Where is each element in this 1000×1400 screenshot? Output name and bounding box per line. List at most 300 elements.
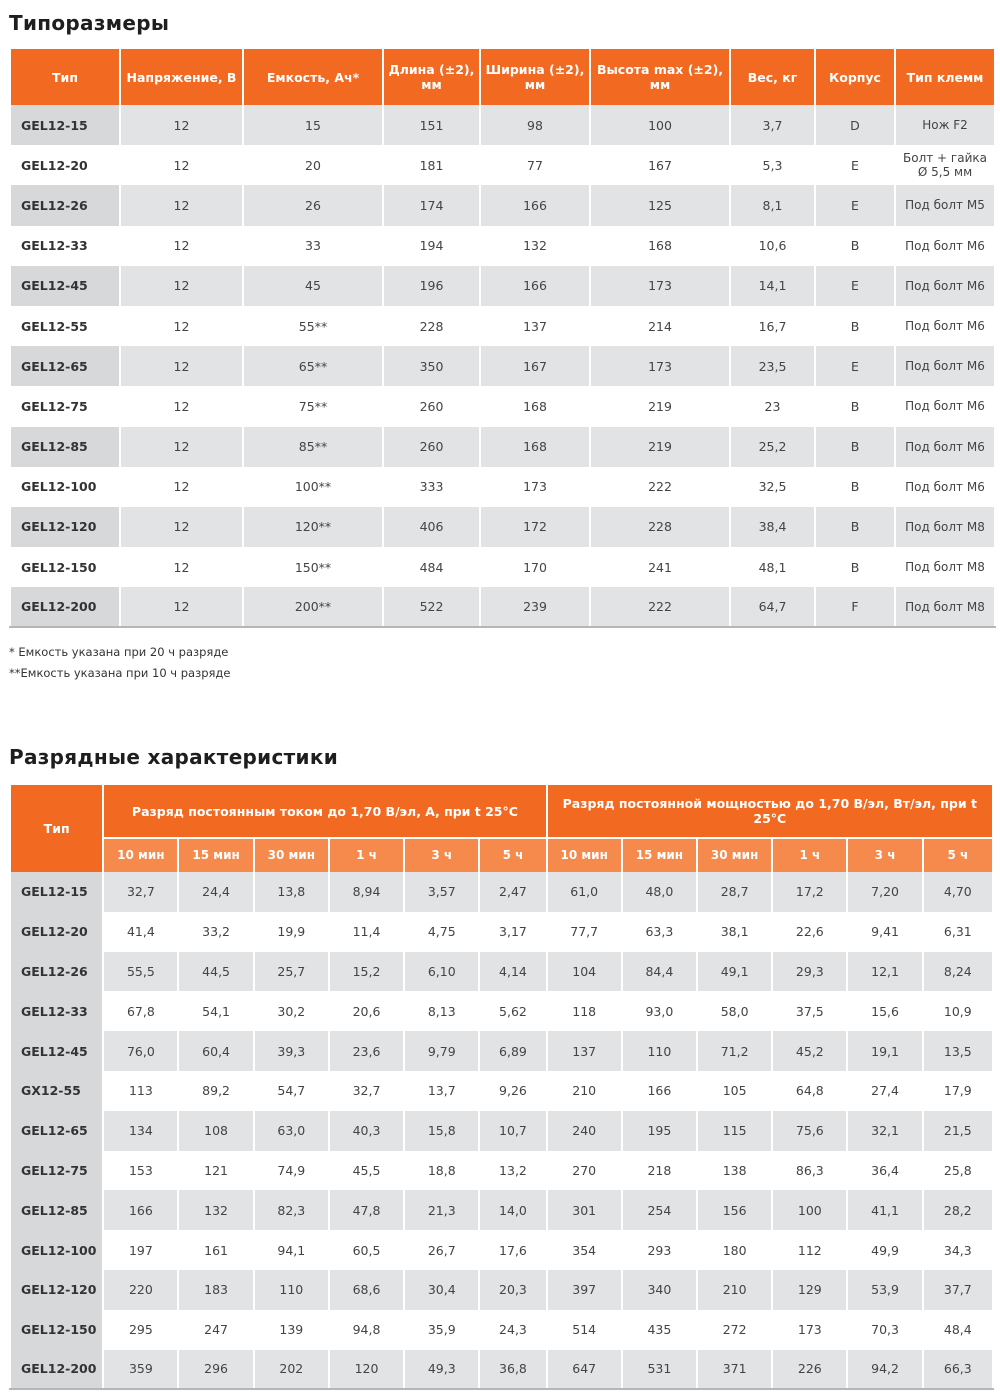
table-cell: 18,8 (404, 1151, 479, 1191)
table-cell: 100 (772, 1190, 847, 1230)
table-cell: 21,5 (923, 1111, 993, 1151)
table-cell: 20,6 (329, 991, 404, 1031)
discharge-time-header: 5 ч (923, 838, 993, 872)
table-cell: 6,89 (479, 1031, 546, 1071)
table-cell: 270 (547, 1151, 622, 1191)
table-cell: 12 (120, 105, 243, 145)
table-cell: 93,0 (622, 991, 697, 1031)
table-cell: 14,0 (479, 1190, 546, 1230)
table-cell: 12 (120, 346, 243, 386)
table-cell: 110 (622, 1031, 697, 1071)
battery-type-cell: GEL12-26 (10, 952, 103, 992)
table-cell: 222 (590, 467, 730, 507)
table-cell: 5,62 (479, 991, 546, 1031)
table-cell: 12 (120, 427, 243, 467)
table-cell: Под болт M8 (895, 547, 995, 587)
table-cell: 129 (772, 1270, 847, 1310)
table-cell: Под болт M6 (895, 386, 995, 426)
table-cell: 94,1 (254, 1230, 329, 1270)
table-cell: 8,13 (404, 991, 479, 1031)
table-cell: 173 (480, 467, 590, 507)
sizes-header-row (10, 49, 995, 105)
sizes-header-cell: Ширина (±2), мм (480, 49, 590, 105)
table-row (10, 1350, 993, 1390)
table-cell: 15,2 (329, 952, 404, 992)
table-cell: B (815, 306, 895, 346)
table-cell: 484 (383, 547, 480, 587)
table-cell: E (815, 346, 895, 386)
table-cell: 64,8 (772, 1071, 847, 1111)
table-cell: Под болт M6 (895, 226, 995, 266)
table-cell: 8,1 (730, 185, 815, 225)
table-cell: 12 (120, 226, 243, 266)
table-cell: 296 (178, 1350, 253, 1390)
table-cell: 44,5 (178, 952, 253, 992)
table-cell: 15,6 (847, 991, 922, 1031)
table-cell: 12 (120, 467, 243, 507)
table-cell: 63,3 (622, 912, 697, 952)
table-cell: 293 (622, 1230, 697, 1270)
table-cell: 196 (383, 266, 480, 306)
table-cell: 161 (178, 1230, 253, 1270)
battery-type-cell: GEL12-65 (10, 346, 120, 386)
table-cell: 4,75 (404, 912, 479, 952)
footnote-20h: * Емкость указана при 20 ч разряде (9, 645, 229, 659)
current-discharge-header: Разряд постоянным током до 1,70 В/эл, А, при t 25°C (103, 785, 546, 838)
table-row (10, 1151, 993, 1191)
battery-type-cell: GEL12-100 (10, 467, 120, 507)
table-cell: 32,7 (103, 872, 178, 912)
table-cell: 54,1 (178, 991, 253, 1031)
battery-type-cell: GEL12-26 (10, 185, 120, 225)
table-row (10, 912, 993, 952)
discharge-time-header: 1 ч (329, 838, 404, 872)
table-cell: E (815, 145, 895, 185)
table-cell: 247 (178, 1310, 253, 1350)
sizes-header-cell: Тип (10, 49, 120, 105)
table-cell: 48,0 (622, 872, 697, 912)
table-row (10, 1190, 993, 1230)
table-cell: 54,7 (254, 1071, 329, 1111)
table-cell: 170 (480, 547, 590, 587)
table-cell: 514 (547, 1310, 622, 1350)
table-cell: 214 (590, 306, 730, 346)
battery-type-cell: GEL12-100 (10, 1230, 103, 1270)
table-cell: 32,5 (730, 467, 815, 507)
table-cell: B (815, 547, 895, 587)
table-cell: 23 (730, 386, 815, 426)
table-cell: 137 (547, 1031, 622, 1071)
sizes-section-title: Типоразмеры (9, 11, 170, 35)
table-cell: 168 (480, 386, 590, 426)
table-cell: 25,7 (254, 952, 329, 992)
table-cell: 397 (547, 1270, 622, 1310)
table-cell: 14,1 (730, 266, 815, 306)
table-cell: B (815, 386, 895, 426)
table-row (10, 1031, 993, 1071)
table-cell: 156 (697, 1190, 772, 1230)
discharge-time-header: 1 ч (772, 838, 847, 872)
battery-type-cell: GX12-55 (10, 1071, 103, 1111)
discharge-subheader-row (10, 838, 993, 872)
battery-type-cell: GEL12-65 (10, 1111, 103, 1151)
table-cell: 220 (103, 1270, 178, 1310)
table-cell: 13,2 (479, 1151, 546, 1191)
battery-type-cell: GEL12-33 (10, 991, 103, 1031)
table-cell: 113 (103, 1071, 178, 1111)
table-cell: 340 (622, 1270, 697, 1310)
table-cell: 75,6 (772, 1111, 847, 1151)
table-cell: 12 (120, 587, 243, 627)
table-cell: 33 (243, 226, 383, 266)
battery-type-cell: GEL12-120 (10, 507, 120, 547)
table-cell: 166 (480, 185, 590, 225)
table-cell: 240 (547, 1111, 622, 1151)
table-cell: 23,6 (329, 1031, 404, 1071)
sizes-header-cell: Тип клемм (895, 49, 995, 105)
table-cell: 68,6 (329, 1270, 404, 1310)
discharge-table (9, 785, 994, 1390)
table-cell: 522 (383, 587, 480, 627)
sizes-table (9, 49, 996, 628)
table-cell: 4,14 (479, 952, 546, 992)
table-cell: 49,9 (847, 1230, 922, 1270)
battery-type-cell: GEL12-85 (10, 1190, 103, 1230)
table-cell: 76,0 (103, 1031, 178, 1071)
table-cell: 180 (697, 1230, 772, 1270)
discharge-time-header: 5 ч (479, 838, 546, 872)
table-cell: 17,9 (923, 1071, 993, 1111)
table-cell: 226 (772, 1350, 847, 1390)
table-cell: 272 (697, 1310, 772, 1350)
table-cell: 3,57 (404, 872, 479, 912)
table-cell: 222 (590, 587, 730, 627)
table-cell: 118 (547, 991, 622, 1031)
table-cell: 98 (480, 105, 590, 145)
table-cell: B (815, 427, 895, 467)
table-cell: 65** (243, 346, 383, 386)
table-cell: 166 (480, 266, 590, 306)
table-row (10, 991, 993, 1031)
table-cell: 26,7 (404, 1230, 479, 1270)
battery-type-cell: GEL12-15 (10, 105, 120, 145)
table-cell: 354 (547, 1230, 622, 1270)
table-cell: 13,8 (254, 872, 329, 912)
battery-type-cell: GEL12-33 (10, 226, 120, 266)
table-row (10, 587, 995, 627)
table-cell: 219 (590, 386, 730, 426)
table-cell: 36,8 (479, 1350, 546, 1390)
table-cell: 45 (243, 266, 383, 306)
table-cell: 64,7 (730, 587, 815, 627)
table-cell: 33,2 (178, 912, 253, 952)
table-cell: 6,31 (923, 912, 993, 952)
table-cell: 104 (547, 952, 622, 992)
table-cell: 41,1 (847, 1190, 922, 1230)
table-cell: 86,3 (772, 1151, 847, 1191)
table-cell: 3,17 (479, 912, 546, 952)
table-cell: 34,3 (923, 1230, 993, 1270)
table-row (10, 547, 995, 587)
table-cell: 301 (547, 1190, 622, 1230)
table-cell: 74,9 (254, 1151, 329, 1191)
battery-type-cell: GEL12-85 (10, 427, 120, 467)
battery-type-cell: GEL12-200 (10, 1350, 103, 1390)
table-cell: 173 (772, 1310, 847, 1350)
sizes-header-cell: Напряжение, В (120, 49, 243, 105)
discharge-time-header: 10 мин (547, 838, 622, 872)
table-cell: 168 (590, 226, 730, 266)
discharge-group-header-row (10, 785, 993, 838)
sizes-header-cell: Вес, кг (730, 49, 815, 105)
table-cell: 12 (120, 266, 243, 306)
table-cell: 37,5 (772, 991, 847, 1031)
table-cell: 67,8 (103, 991, 178, 1031)
table-cell: 58,0 (697, 991, 772, 1031)
table-cell: 112 (772, 1230, 847, 1270)
table-cell: 105 (697, 1071, 772, 1111)
table-cell: 139 (254, 1310, 329, 1350)
table-cell: 28,2 (923, 1190, 993, 1230)
table-cell: 359 (103, 1350, 178, 1390)
table-cell: 63,0 (254, 1111, 329, 1151)
table-cell: 29,3 (772, 952, 847, 992)
table-cell: Под болт M8 (895, 507, 995, 547)
table-cell: 120** (243, 507, 383, 547)
table-cell: Под болт M6 (895, 306, 995, 346)
table-cell: 60,5 (329, 1230, 404, 1270)
table-cell: 12 (120, 185, 243, 225)
table-cell: 12 (120, 145, 243, 185)
table-cell: 2,47 (479, 872, 546, 912)
table-cell: 173 (590, 346, 730, 386)
table-cell: D (815, 105, 895, 145)
table-cell: 17,2 (772, 872, 847, 912)
table-cell: 260 (383, 386, 480, 426)
table-cell: 21,3 (404, 1190, 479, 1230)
table-row (10, 1310, 993, 1350)
table-cell: 7,20 (847, 872, 922, 912)
table-cell: B (815, 467, 895, 507)
discharge-time-header: 30 мин (697, 838, 772, 872)
table-cell: 166 (622, 1071, 697, 1111)
table-cell: 167 (590, 145, 730, 185)
battery-type-cell: GEL12-55 (10, 306, 120, 346)
table-cell: 153 (103, 1151, 178, 1191)
table-cell: 49,3 (404, 1350, 479, 1390)
table-cell: 61,0 (547, 872, 622, 912)
table-cell: 60,4 (178, 1031, 253, 1071)
discharge-time-header: 3 ч (404, 838, 479, 872)
table-cell: 197 (103, 1230, 178, 1270)
table-row (10, 1270, 993, 1310)
table-cell: 10,6 (730, 226, 815, 266)
table-cell: 125 (590, 185, 730, 225)
table-cell: 132 (480, 226, 590, 266)
table-cell: 19,9 (254, 912, 329, 952)
table-cell: 13,5 (923, 1031, 993, 1071)
table-cell: 36,4 (847, 1151, 922, 1191)
table-cell: 121 (178, 1151, 253, 1191)
table-cell: 110 (254, 1270, 329, 1310)
table-cell: 15,8 (404, 1111, 479, 1151)
table-row (10, 872, 993, 912)
table-cell: 45,5 (329, 1151, 404, 1191)
table-cell: 100** (243, 467, 383, 507)
table-cell: 38,4 (730, 507, 815, 547)
table-cell: 218 (622, 1151, 697, 1191)
table-cell: 108 (178, 1111, 253, 1151)
table-cell: 173 (590, 266, 730, 306)
battery-type-cell: GEL12-75 (10, 386, 120, 426)
table-cell: 66,3 (923, 1350, 993, 1390)
sizes-header-cell: Длина (±2), мм (383, 49, 480, 105)
table-cell: 120 (329, 1350, 404, 1390)
table-cell: 12 (120, 306, 243, 346)
table-row (10, 386, 995, 426)
table-row (10, 507, 995, 547)
discharge-section-title: Разрядные характеристики (9, 745, 339, 769)
battery-type-cell: GEL12-45 (10, 1031, 103, 1071)
table-row (10, 952, 993, 992)
table-cell: B (815, 507, 895, 547)
table-cell: 241 (590, 547, 730, 587)
table-row (10, 185, 995, 225)
battery-type-cell: GEL12-75 (10, 1151, 103, 1191)
table-cell: 24,3 (479, 1310, 546, 1350)
table-cell: 48,4 (923, 1310, 993, 1350)
table-cell: 228 (383, 306, 480, 346)
table-cell: 210 (697, 1270, 772, 1310)
table-cell: 11,4 (329, 912, 404, 952)
table-cell: 183 (178, 1270, 253, 1310)
table-cell: 20 (243, 145, 383, 185)
table-cell: 10,9 (923, 991, 993, 1031)
table-cell: 12 (120, 547, 243, 587)
table-cell: Под болт M5 (895, 185, 995, 225)
table-cell: 181 (383, 145, 480, 185)
table-cell: 8,94 (329, 872, 404, 912)
table-cell: 219 (590, 427, 730, 467)
table-row (10, 467, 995, 507)
sizes-header-cell: Емкость, Ач* (243, 49, 383, 105)
table-cell: E (815, 185, 895, 225)
discharge-type-header: Тип (10, 785, 103, 872)
table-cell: 77,7 (547, 912, 622, 952)
table-cell: 71,2 (697, 1031, 772, 1071)
table-cell: 167 (480, 346, 590, 386)
table-cell: 85** (243, 427, 383, 467)
table-cell: 22,6 (772, 912, 847, 952)
table-cell: Под болт M6 (895, 427, 995, 467)
table-cell: 435 (622, 1310, 697, 1350)
table-cell: 333 (383, 467, 480, 507)
table-cell: 134 (103, 1111, 178, 1151)
table-cell: 6,10 (404, 952, 479, 992)
discharge-time-header: 3 ч (847, 838, 922, 872)
table-cell: 53,9 (847, 1270, 922, 1310)
table-cell: 531 (622, 1350, 697, 1390)
table-cell: 295 (103, 1310, 178, 1350)
table-cell: 9,26 (479, 1071, 546, 1111)
table-row (10, 306, 995, 346)
table-cell: 32,7 (329, 1071, 404, 1111)
table-cell: 12 (120, 507, 243, 547)
battery-type-cell: GEL12-20 (10, 912, 103, 952)
table-cell: 150** (243, 547, 383, 587)
table-row (10, 346, 995, 386)
table-cell: 168 (480, 427, 590, 467)
table-cell: Под болт M6 (895, 266, 995, 306)
table-row (10, 145, 995, 185)
table-cell: 35,9 (404, 1310, 479, 1350)
sizes-header-cell: Высота max (±2), мм (590, 49, 730, 105)
table-cell: 19,1 (847, 1031, 922, 1071)
battery-type-cell: GEL12-45 (10, 266, 120, 306)
table-cell: 26 (243, 185, 383, 225)
battery-type-cell: GEL12-15 (10, 872, 103, 912)
table-row (10, 226, 995, 266)
table-cell: 202 (254, 1350, 329, 1390)
table-cell: 70,3 (847, 1310, 922, 1350)
battery-type-cell: GEL12-120 (10, 1270, 103, 1310)
table-cell: 32,1 (847, 1111, 922, 1151)
table-cell: 39,3 (254, 1031, 329, 1071)
table-cell: 115 (697, 1111, 772, 1151)
table-cell: 9,41 (847, 912, 922, 952)
table-cell: E (815, 266, 895, 306)
table-cell: Под болт M8 (895, 587, 995, 627)
discharge-time-header: 15 мин (622, 838, 697, 872)
table-cell: 138 (697, 1151, 772, 1191)
table-cell: 27,4 (847, 1071, 922, 1111)
table-cell: 8,24 (923, 952, 993, 992)
battery-type-cell: GEL12-150 (10, 1310, 103, 1350)
table-row (10, 105, 995, 145)
table-cell: 55,5 (103, 952, 178, 992)
sizes-header-cell: Корпус (815, 49, 895, 105)
table-cell: 77 (480, 145, 590, 185)
table-row (10, 427, 995, 467)
discharge-time-header: 15 мин (178, 838, 253, 872)
table-cell: 89,2 (178, 1071, 253, 1111)
table-cell: B (815, 226, 895, 266)
discharge-time-header: 30 мин (254, 838, 329, 872)
table-cell: 151 (383, 105, 480, 145)
table-cell: 41,4 (103, 912, 178, 952)
table-cell: 12 (120, 386, 243, 426)
table-cell: 5,3 (730, 145, 815, 185)
table-cell: Болт + гайка Ø 5,5 мм (895, 145, 995, 185)
table-cell: 30,2 (254, 991, 329, 1031)
table-cell: 13,7 (404, 1071, 479, 1111)
table-cell: 37,7 (923, 1270, 993, 1310)
table-cell: 20,3 (479, 1270, 546, 1310)
table-cell: 28,7 (697, 872, 772, 912)
table-cell: 194 (383, 226, 480, 266)
table-row (10, 1071, 993, 1111)
battery-type-cell: GEL12-20 (10, 145, 120, 185)
table-cell: 100 (590, 105, 730, 145)
table-cell: 25,2 (730, 427, 815, 467)
table-cell: 254 (622, 1190, 697, 1230)
table-cell: 49,1 (697, 952, 772, 992)
table-cell: Под болт M6 (895, 346, 995, 386)
table-cell: 45,2 (772, 1031, 847, 1071)
table-row (10, 1230, 993, 1270)
table-cell: 210 (547, 1071, 622, 1111)
discharge-time-header: 10 мин (103, 838, 178, 872)
